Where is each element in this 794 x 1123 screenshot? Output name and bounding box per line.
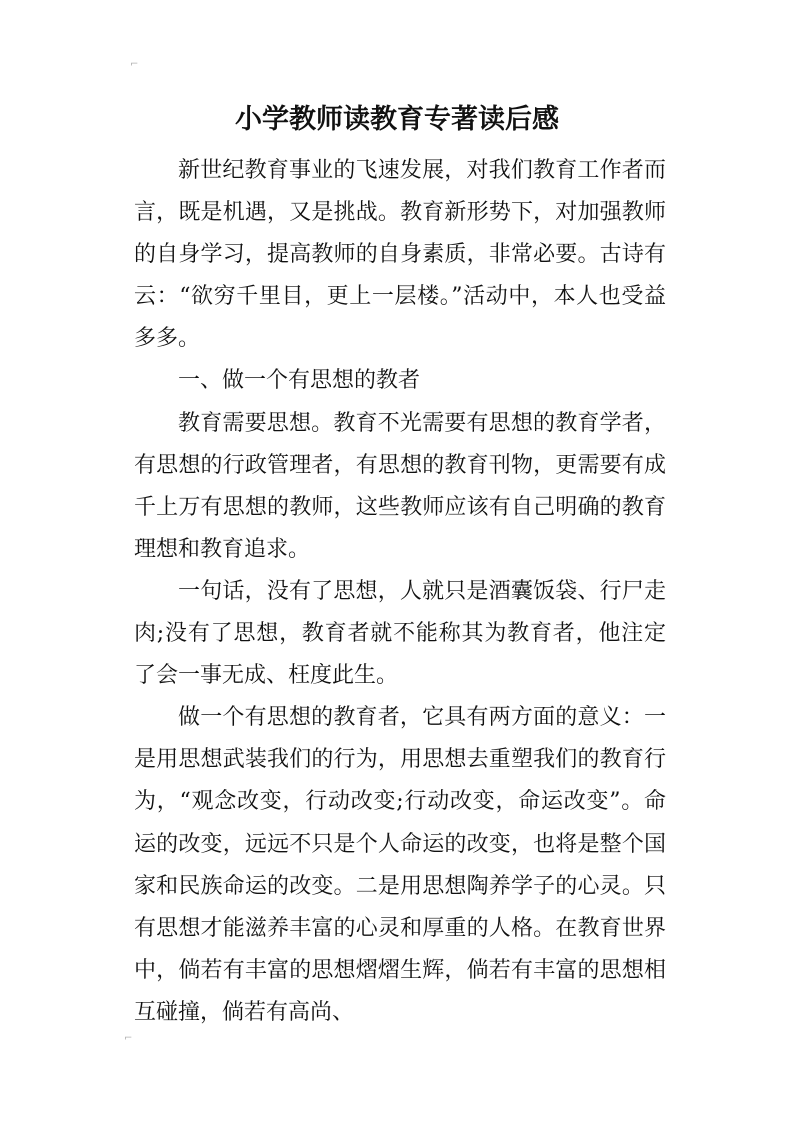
paragraph-significance: 做一个有思想的教育者，它具有两方面的意义：一是用思想武装我们的行为，用思想去重塑我们的教育行为，“观念改变，行动改变;行动改变，命运改变”。命运的改变，远远不只是个人命运的改变，也将是整个国家和民族命运的改变。二是用思想陶养学子的心灵。只有思想才能滋养丰富的心灵和厚重的人格。在教育世界中，倘若有丰富的思想熠熠生辉，倘若有丰富的思想相互碰撞，倘若有高尚、 xyxy=(134,705,666,1025)
paragraph-without-thought: 一句话，没有了思想，人就只是酒囊饭袋、行尸走肉;没有了思想，教育者就不能称其为教育者，他注定了会一事无成、枉度此生。 xyxy=(134,578,666,689)
document-title: 小学教师读教育专著读后感 xyxy=(235,104,559,135)
crop-mark-top: ⌐ xyxy=(130,59,139,70)
crop-mark-bottom: ⌐ xyxy=(124,1033,133,1044)
section-heading-1: 一、做一个有思想的教者 xyxy=(178,368,421,394)
paragraph-intro: 新世纪教育事业的飞速发展，对我们教育工作者而言，既是机遇，又是挑战。教育新形势下，对加强教师的自身学习，提高教师的自身素质，非常必要。古诗有云：“欲穷千里目，更上一层楼。”活动中，本人也受益多多。 xyxy=(134,158,666,352)
document-body xyxy=(134,150,666,1034)
paragraph-thought: 教育需要思想。教育不光需要有思想的教育学者，有思想的行政管理者，有思想的教育刊物，更需要有成千上万有思想的教师，这些教师应该有自己明确的教育理想和教育追求。 xyxy=(134,410,666,562)
